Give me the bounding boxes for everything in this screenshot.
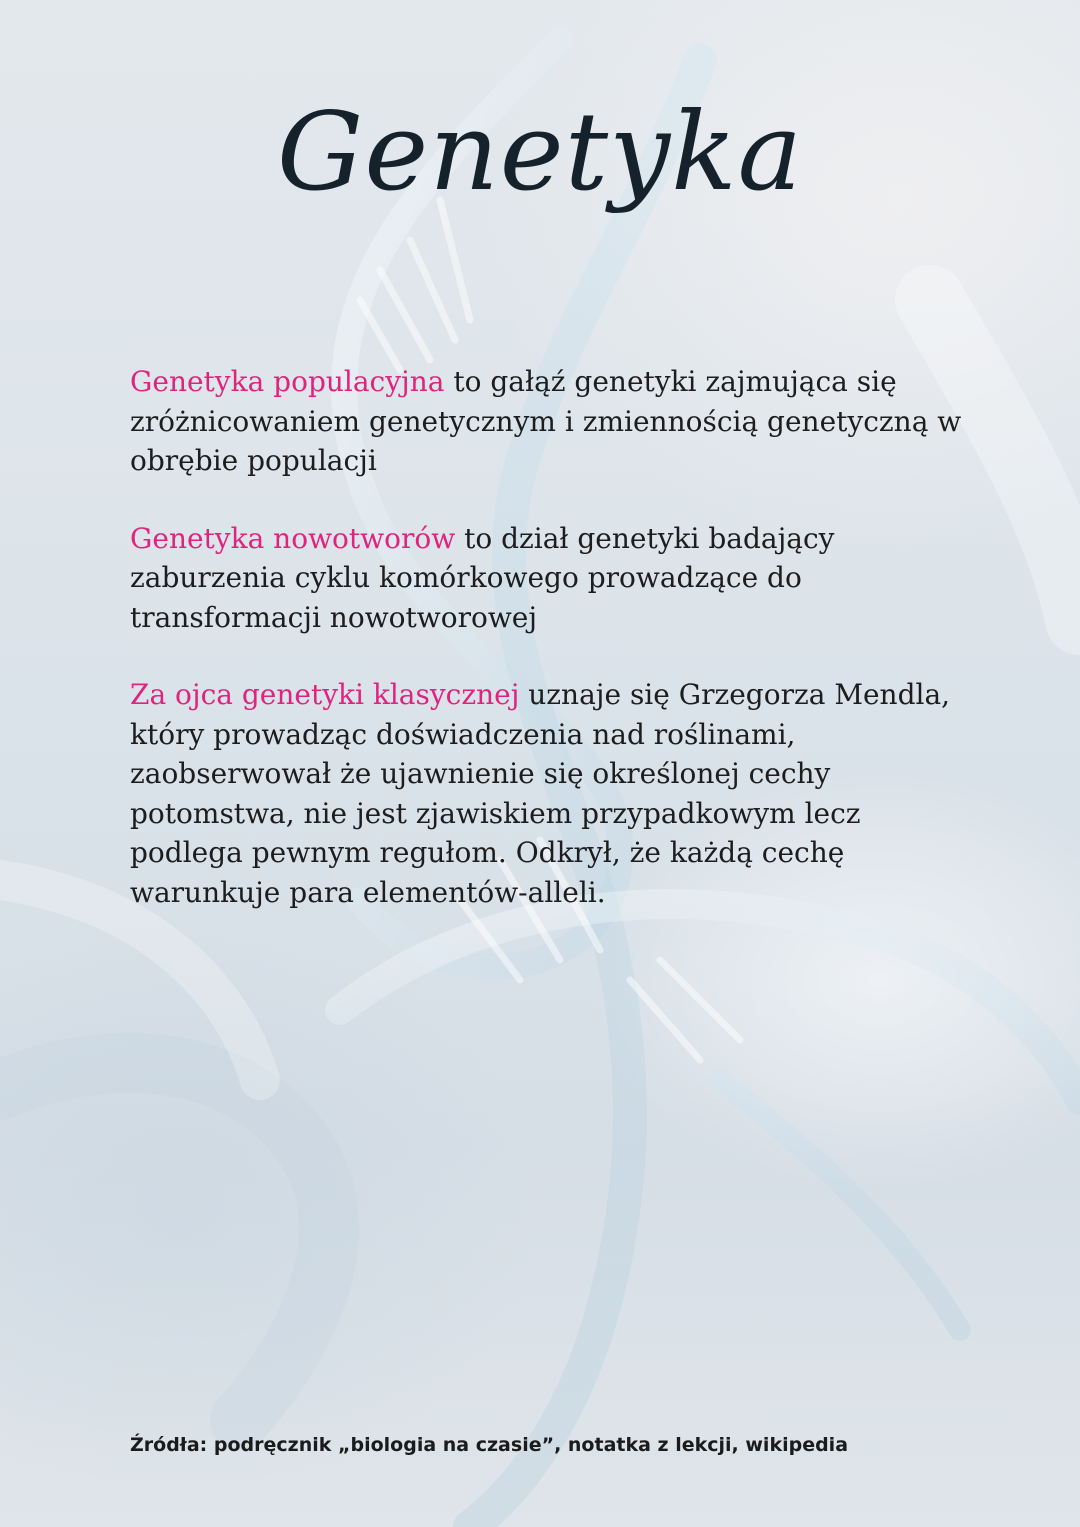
paragraph-population-genetics bbox=[130, 362, 970, 481]
sources-footnote: Źródła: podręcznik „biologia na czasie”, notatka z lekcji, wikipedia bbox=[130, 1434, 849, 1456]
highlighted-term: Za ojca genetyki klasycznej bbox=[130, 678, 520, 711]
paragraph-classical-genetics bbox=[130, 675, 970, 912]
paragraph-text: uznaje się Grzegorza Mendla, który prowadząc doświadczenia nad roślinami, zaobserwował że ujawnienie się określonej cechy potomstwa, nie jest zjawiskiem przypadkowym lecz podlega pewnym regułom. Odkrył, że każdą cechę warunkuje para elementów-alleli. bbox=[130, 678, 951, 909]
paragraph-cancer-genetics bbox=[130, 519, 970, 638]
paragraph-text: to dział genetyki badający zaburzenia cyklu komórkowego prowadzące do transformacji nowotworowej bbox=[130, 521, 835, 634]
paragraph-text: to gałąź genetyki zajmująca się zróżnicowaniem genetycznym i zmiennością genetyczną w obrębie populacji bbox=[130, 365, 962, 477]
document-body bbox=[130, 362, 970, 950]
page-title: Genetyka bbox=[277, 90, 803, 215]
highlighted-term: Genetyka populacyjna bbox=[130, 365, 445, 398]
highlighted-term: Genetyka nowotworów bbox=[130, 521, 456, 555]
